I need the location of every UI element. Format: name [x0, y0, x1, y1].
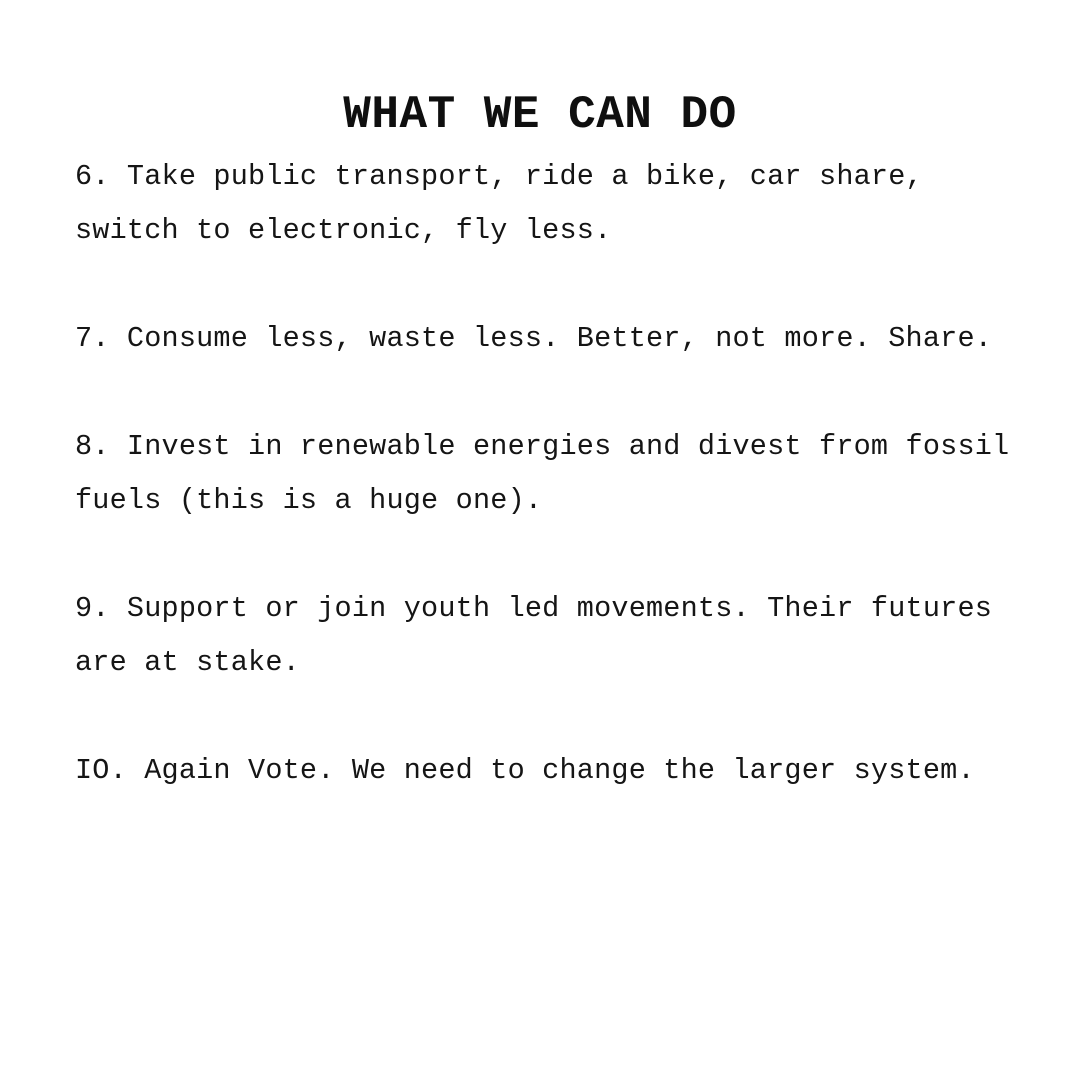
list-item: [75, 150, 1015, 258]
page-title: WHAT WE CAN DO: [343, 88, 737, 141]
list-item-line: 6. Take public transport, ride a bike, car share,: [75, 160, 923, 193]
list-item: [75, 582, 1015, 690]
list-item-line: 7. Consume less, waste less. Better, not more. Share.: [75, 322, 993, 355]
list-item-line: IO. Again Vote. We need to change the larger system.: [75, 754, 975, 787]
list-item-line: 9. Support or join youth led movements. Their futures: [75, 592, 993, 625]
action-list: [75, 150, 1015, 798]
list-item: [75, 312, 1015, 366]
list-item-line: 8. Invest in renewable energies and divest from fossil: [75, 430, 1010, 463]
list-item-line: switch to electronic, fly less.: [75, 214, 612, 247]
list-item: [75, 744, 1015, 798]
list-item-line: fuels (this is a huge one).: [75, 484, 543, 517]
list-item: [75, 420, 1015, 528]
list-item-line: are at stake.: [75, 646, 300, 679]
